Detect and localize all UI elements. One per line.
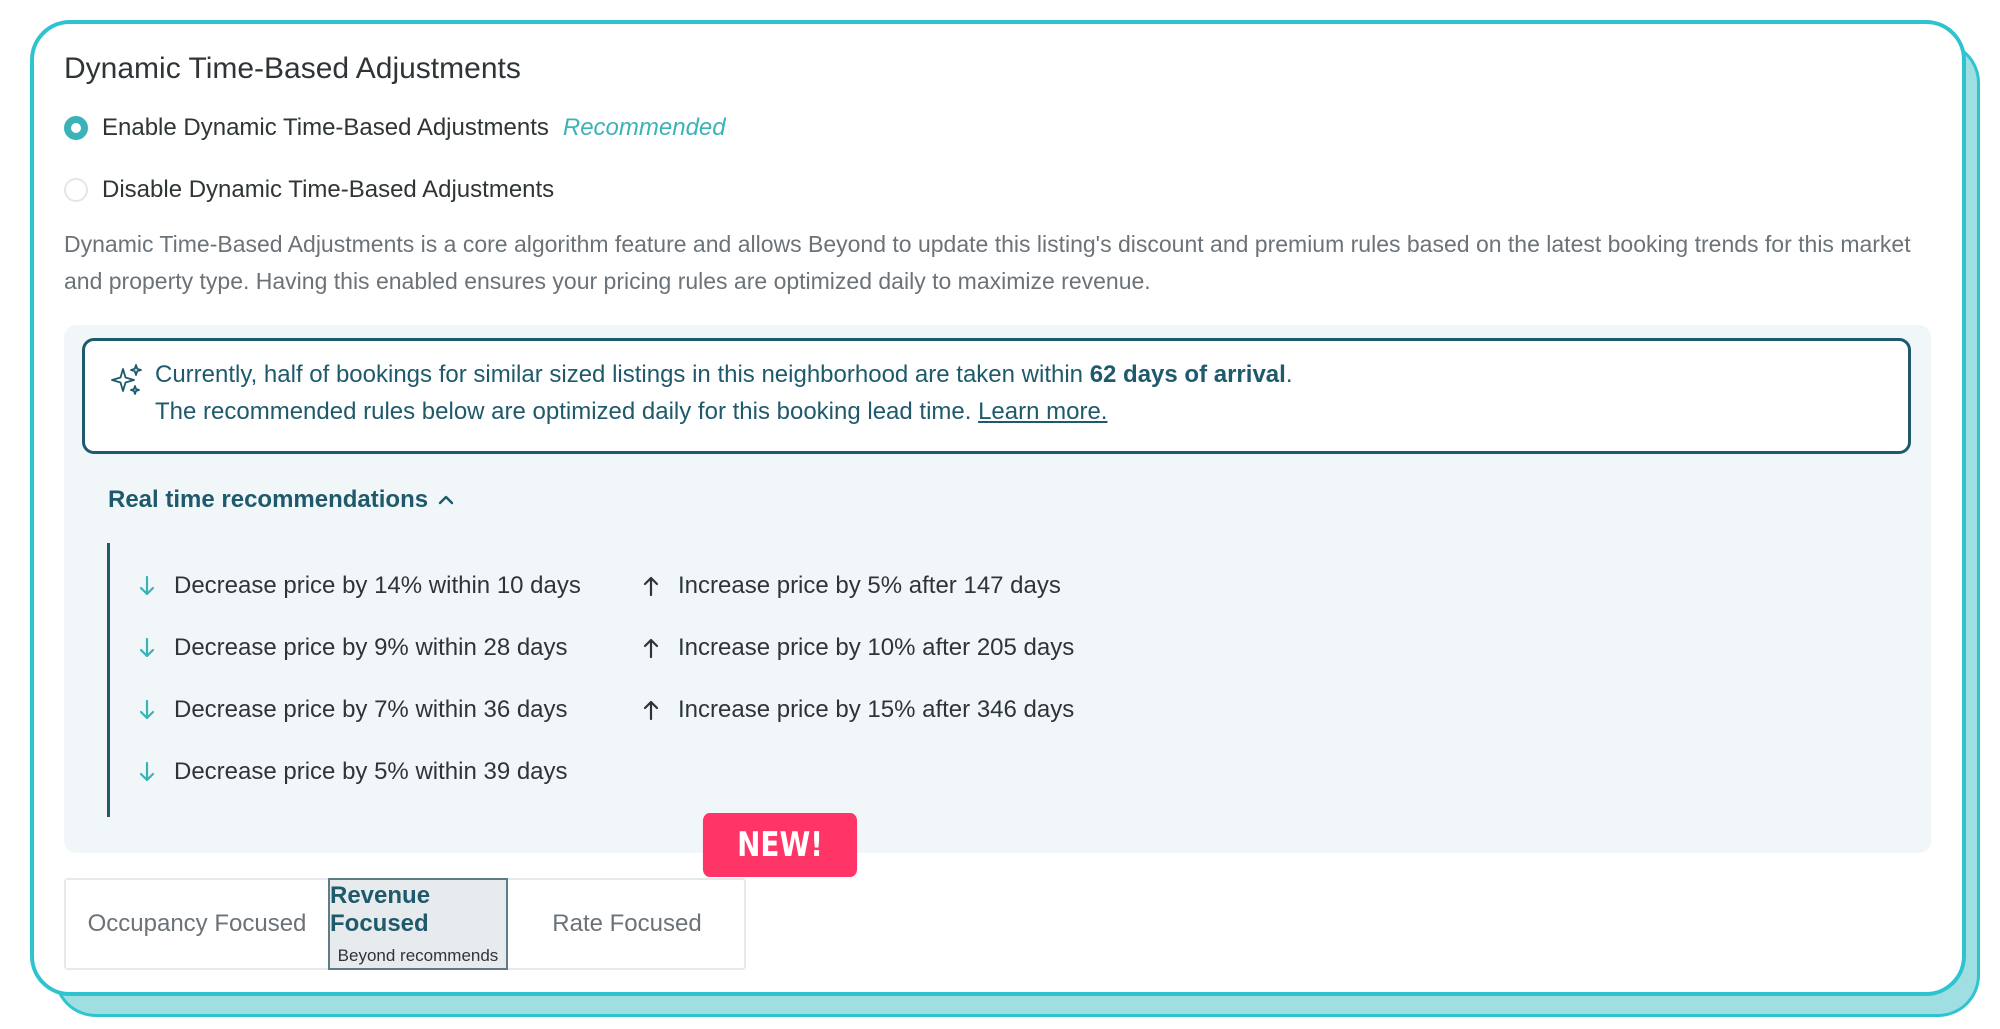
tab-rate-label: Rate Focused xyxy=(552,910,702,937)
increase-rule-2 xyxy=(642,634,1074,662)
arrow-down-icon xyxy=(138,761,156,783)
tab-revenue-sublabel: Beyond recommends xyxy=(337,946,499,965)
increase-rule-text: Increase price by 10% after 205 days xyxy=(678,634,1075,661)
learn-more-link[interactable]: Learn more. xyxy=(978,398,1108,425)
disable-label: Disable Dynamic Time-Based Adjustments xyxy=(102,176,555,203)
insight-line2-text: The recommended rules below are optimized daily for this booking lead time. xyxy=(155,398,979,425)
feature-description: Dynamic Time-Based Adjustments is a core algorithm feature and allows Beyond to update this listing's discount and premium rules based on the latest booking trends for this market and property type. Having this enabled ensures your pricing rules are optimized daily to maximize revenue. xyxy=(64,231,1911,294)
new-badge: NEW! xyxy=(703,813,857,877)
tab-revenue-focused[interactable] xyxy=(328,878,508,970)
arrow-up-icon xyxy=(642,699,660,721)
insight-highlight: 62 days of arrival xyxy=(1089,361,1286,388)
enable-option[interactable] xyxy=(64,114,726,142)
increase-rule-text: Increase price by 5% after 147 days xyxy=(678,572,1061,599)
insight-box xyxy=(82,338,1911,454)
arrow-up-icon xyxy=(642,637,660,659)
insight-suffix: . xyxy=(1285,361,1293,388)
decrease-rule-text: Decrease price by 14% within 10 days xyxy=(174,572,581,599)
realtime-toggle-label: Real time recommendations xyxy=(108,486,429,513)
decrease-rule-1 xyxy=(138,572,581,600)
disable-option[interactable] xyxy=(64,176,554,204)
recommended-badge: Recommended xyxy=(562,114,726,141)
chevron-up-icon xyxy=(438,494,454,506)
insight-text-line1 xyxy=(155,361,1292,389)
decrease-rule-text: Decrease price by 5% within 39 days xyxy=(174,758,568,785)
increase-rule-1 xyxy=(642,572,1061,600)
arrow-up-icon xyxy=(642,575,660,597)
arrow-down-icon xyxy=(138,699,156,721)
disable-radio[interactable] xyxy=(64,178,88,202)
tab-occupancy-focused[interactable] xyxy=(66,880,328,968)
section-title: Dynamic Time-Based Adjustments xyxy=(64,52,521,85)
rules-divider xyxy=(107,543,110,817)
decrease-rule-3 xyxy=(138,696,568,724)
realtime-toggle[interactable] xyxy=(108,486,454,514)
insight-text-line2 xyxy=(155,398,1107,426)
tab-occupancy-label: Occupancy Focused xyxy=(87,910,307,937)
insight-prefix: Currently, half of bookings for similar sized listings in this neighborhood are taken within xyxy=(155,361,1090,388)
tab-revenue-label: Revenue Focused xyxy=(330,882,431,937)
increase-rule-text: Increase price by 15% after 346 days xyxy=(678,696,1075,723)
decrease-rule-4 xyxy=(138,758,568,786)
arrow-down-icon xyxy=(138,575,156,597)
tab-rate-focused[interactable] xyxy=(508,880,746,968)
enable-label: Enable Dynamic Time-Based Adjustments xyxy=(102,114,549,141)
strategy-tabs xyxy=(64,878,746,970)
arrow-down-icon xyxy=(138,637,156,659)
increase-rule-3 xyxy=(642,696,1074,724)
sparkle-icon xyxy=(109,363,143,397)
decrease-rule-2 xyxy=(138,634,568,662)
decrease-rule-text: Decrease price by 9% within 28 days xyxy=(174,634,568,661)
enable-radio[interactable] xyxy=(64,116,88,140)
decrease-rule-text: Decrease price by 7% within 36 days xyxy=(174,696,568,723)
